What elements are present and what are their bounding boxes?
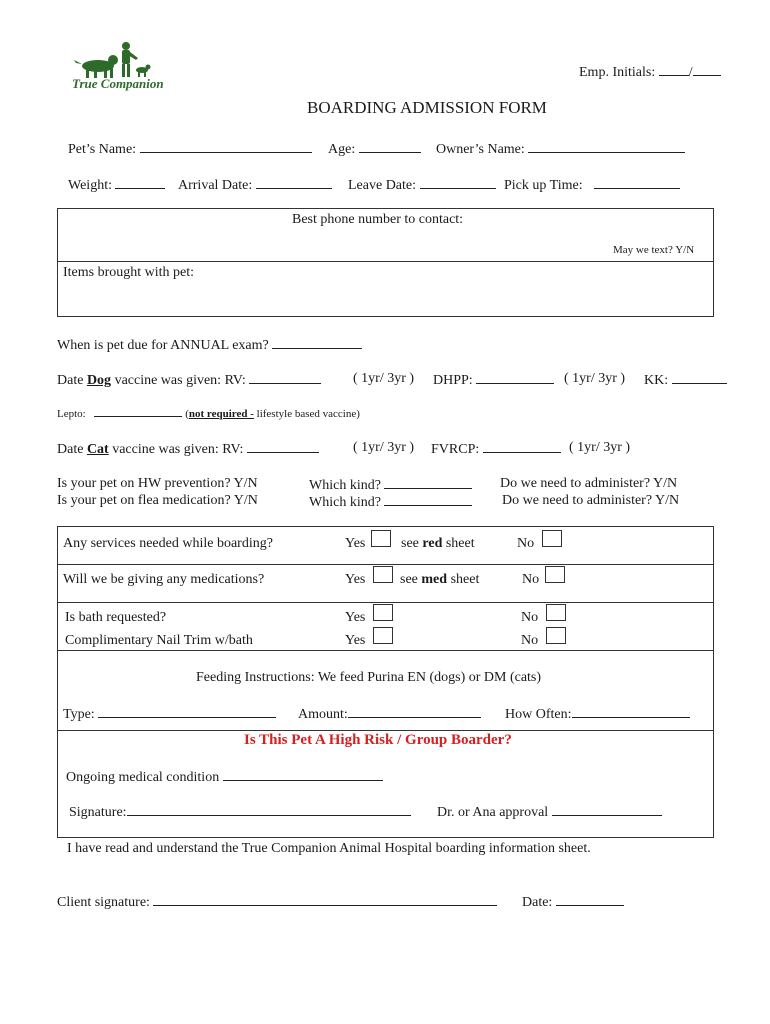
services-question: Any services needed while boarding?: [63, 536, 273, 551]
owner-name-field[interactable]: [528, 140, 685, 153]
annual-row: When is pet due for ANNUAL exam?: [57, 336, 362, 354]
flea-admin: Do we need to administer? Y/N: [502, 493, 680, 508]
lepto-row: Lepto: (not required - lifestyle based vaccine): [57, 408, 360, 420]
phone-field[interactable]: [62, 230, 602, 254]
dog-rv-options[interactable]: ( 1yr/ 3yr ): [353, 371, 415, 386]
nail-question: Complimentary Nail Trim w/bath: [65, 633, 253, 648]
form-title: BOARDING ADMISSION FORM: [307, 98, 547, 117]
dhpp-row: DHPP:: [433, 371, 554, 389]
dog-vaccine-row: Date Dog vaccine was given: RV:: [57, 371, 321, 389]
dhpp-options[interactable]: ( 1yr/ 3yr ): [564, 371, 626, 386]
age-field[interactable]: [359, 140, 421, 153]
hw-kind-row: Which kind?: [309, 476, 472, 494]
arrival-date-field[interactable]: [256, 176, 332, 189]
feeding-type-field[interactable]: [98, 705, 276, 718]
services-yes-checkbox[interactable]: [371, 530, 391, 547]
leave-date-field[interactable]: [420, 176, 496, 189]
logo-text: True Companion: [72, 76, 164, 91]
feeding-how-often-field[interactable]: [572, 705, 690, 718]
pickup-time-field[interactable]: [594, 176, 680, 189]
services-divider-2: [57, 602, 714, 603]
dog-rv-field[interactable]: [249, 371, 321, 384]
fvrcp-row: FVRCP:: [431, 440, 561, 458]
items-label: Items brought with pet:: [63, 265, 195, 280]
pickup-row: Pick up Time:: [504, 176, 680, 194]
phone-label: Best phone number to contact:: [292, 212, 464, 227]
text-ok-label: May we text? Y/N: [613, 244, 695, 256]
dog-and-child-logo-icon: [64, 40, 174, 80]
approval-field[interactable]: [552, 803, 662, 816]
age-row: Age:: [328, 140, 421, 158]
emp-initials-field-2[interactable]: [693, 63, 721, 76]
approval-row: Dr. or Ana approval: [437, 803, 662, 821]
client-signature-field[interactable]: [153, 893, 497, 906]
emp-initials-field-1[interactable]: [659, 63, 689, 76]
nail-yes-checkbox[interactable]: [373, 627, 393, 644]
leave-row: Leave Date:: [348, 176, 496, 194]
client-date-field[interactable]: [556, 893, 624, 906]
feeding-title: Feeding Instructions: We feed Purina EN (dogs) or DM (cats): [196, 670, 542, 685]
annual-exam-field[interactable]: [272, 336, 362, 349]
meds-yes-checkbox[interactable]: [373, 566, 393, 583]
lepto-field[interactable]: [94, 407, 182, 417]
logo: [64, 40, 174, 96]
hw-kind-field[interactable]: [384, 476, 472, 489]
nail-no-checkbox[interactable]: [546, 627, 566, 644]
services-divider-4: [57, 730, 714, 731]
bath-no-checkbox[interactable]: [546, 604, 566, 621]
bath-yes-label: Yes: [345, 610, 366, 625]
pet-name-row: Pet’s Name:: [68, 140, 312, 158]
meds-see-sheet: see med sheet: [400, 572, 480, 587]
arrival-row: Arrival Date:: [178, 176, 332, 194]
services-no-checkbox[interactable]: [542, 530, 562, 547]
services-divider-3: [57, 650, 714, 651]
client-date-row: Date:: [522, 893, 624, 911]
bath-yes-checkbox[interactable]: [373, 604, 393, 621]
bath-no-label: No: [521, 610, 539, 625]
flea-kind-field[interactable]: [384, 493, 472, 506]
hw-question: Is your pet on HW prevention? Y/N: [57, 476, 258, 491]
services-see-sheet: see red sheet: [401, 536, 475, 551]
nail-yes-label: Yes: [345, 633, 366, 648]
fvrcp-field[interactable]: [483, 440, 561, 453]
meds-yes-label: Yes: [345, 572, 366, 587]
acknowledgement-text: I have read and understand the True Companion Animal Hospital boarding information sheet.: [67, 841, 591, 856]
feeding-amount-row: Amount:: [298, 705, 481, 723]
cat-rv-field[interactable]: [247, 440, 319, 453]
meds-no-label: No: [522, 572, 540, 587]
services-no-label: No: [517, 536, 535, 551]
dhpp-field[interactable]: [476, 371, 554, 384]
hw-admin: Do we need to administer? Y/N: [500, 476, 678, 491]
high-risk-title: Is This Pet A High Risk / Group Boarder?: [244, 732, 512, 748]
feeding-type-row: Type:: [63, 705, 276, 723]
weight-row: Weight:: [68, 176, 165, 194]
contact-divider: [57, 261, 714, 262]
services-yes-label: Yes: [345, 536, 366, 551]
meds-no-checkbox[interactable]: [545, 566, 565, 583]
fvrcp-options[interactable]: ( 1yr/ 3yr ): [569, 440, 631, 455]
signature-row: Signature:: [69, 803, 411, 821]
owner-name-row: Owner’s Name:: [436, 140, 685, 158]
medical-condition-row: Ongoing medical condition: [66, 768, 383, 786]
cat-rv-options[interactable]: ( 1yr/ 3yr ): [353, 440, 415, 455]
feeding-amount-field[interactable]: [348, 705, 481, 718]
items-field[interactable]: [62, 284, 710, 312]
services-divider-1: [57, 564, 714, 565]
bath-question: Is bath requested?: [65, 610, 167, 625]
nail-no-label: No: [521, 633, 539, 648]
medical-condition-field[interactable]: [223, 768, 383, 781]
risk-signature-field[interactable]: [127, 803, 411, 816]
meds-question: Will we be giving any medications?: [63, 572, 265, 587]
kk-row: KK:: [644, 371, 727, 389]
flea-kind-row: Which kind?: [309, 493, 472, 511]
kk-field[interactable]: [672, 371, 727, 384]
pet-name-field[interactable]: [140, 140, 312, 153]
emp-initials: Emp. Initials: /: [579, 63, 721, 81]
flea-question: Is your pet on flea medication? Y/N: [57, 493, 258, 508]
client-signature-row: Client signature:: [57, 893, 497, 911]
weight-field[interactable]: [115, 176, 165, 189]
cat-vaccine-row: Date Cat vaccine was given: RV:: [57, 440, 319, 458]
feeding-how-often-row: How Often:: [505, 705, 690, 723]
